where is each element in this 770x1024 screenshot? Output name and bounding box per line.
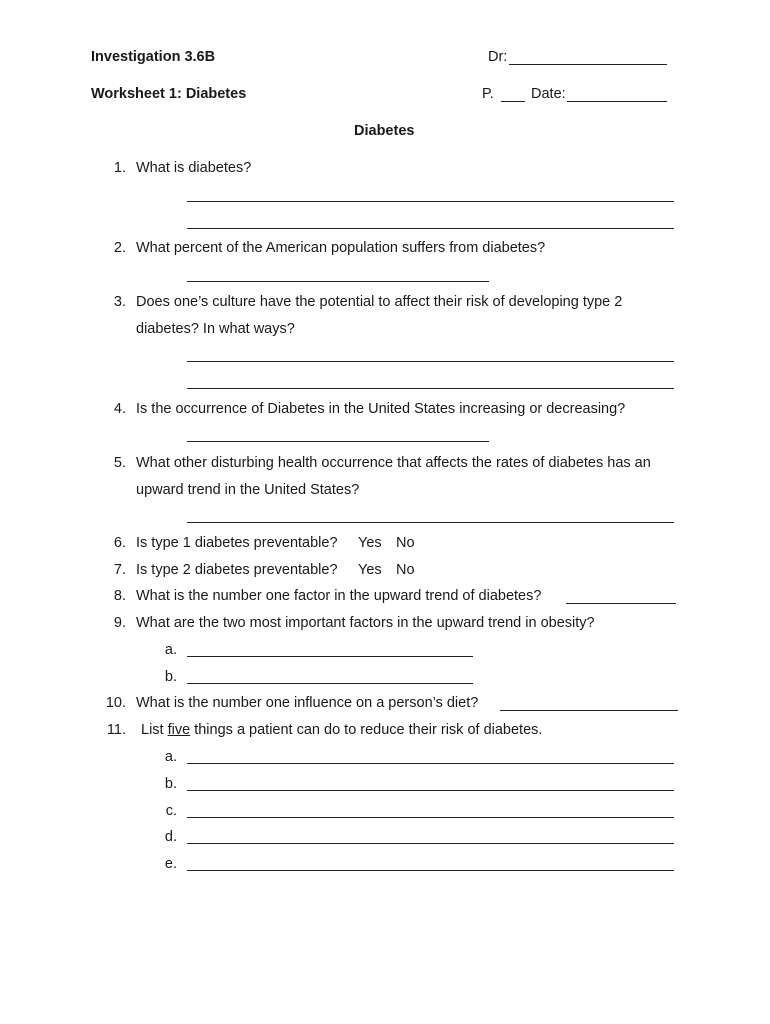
question-text: Is the occurrence of Diabetes in the United States increasing or decreasing? (136, 401, 626, 417)
answer-line[interactable] (187, 790, 674, 791)
question-number: 1. (113, 160, 126, 176)
doctor-label: Dr: (488, 49, 508, 65)
sub-item-label: b. (164, 669, 177, 685)
period-label: P. (482, 86, 494, 102)
question-text-start: List (141, 722, 164, 738)
question-text: What percent of the American population suffers from diabetes? (136, 240, 546, 256)
answer-line[interactable] (187, 361, 674, 362)
yes-option[interactable]: Yes (358, 535, 382, 551)
answer-line[interactable] (187, 281, 489, 282)
question-number: 11. (106, 722, 126, 738)
question-number: 7. (113, 562, 126, 578)
answer-line[interactable] (566, 603, 676, 604)
worksheet-subtitle: Worksheet 1: Diabetes (91, 86, 247, 102)
question-text: What other disturbing health occurrence that affects the rates of diabetes has an (136, 455, 651, 471)
sub-item-label: e. (164, 856, 177, 872)
answer-line[interactable] (500, 710, 678, 711)
sub-item-label: a. (164, 642, 177, 658)
question-number: 3. (113, 294, 126, 310)
answer-line[interactable] (187, 388, 674, 389)
yes-option[interactable]: Yes (358, 562, 382, 578)
question-text-end: things a patient can do to reduce their risk of diabetes. (194, 722, 543, 738)
question-text: Is type 1 diabetes preventable? (136, 535, 338, 551)
answer-line[interactable] (187, 441, 489, 442)
date-field[interactable] (567, 101, 667, 102)
worksheet-title: Investigation 3.6B (91, 49, 216, 65)
date-label: Date: (531, 86, 566, 102)
answer-line[interactable] (187, 656, 473, 657)
question-number: 2. (113, 240, 126, 256)
question-text-continued: upward trend in the United States? (136, 482, 360, 498)
question-number: 5. (113, 455, 126, 471)
question-text: What is the number one factor in the upward trend of diabetes? (136, 588, 542, 604)
answer-line[interactable] (187, 843, 674, 844)
question-text (141, 723, 542, 738)
question-number: 4. (113, 401, 126, 417)
answer-line[interactable] (187, 763, 674, 764)
answer-line[interactable] (187, 817, 674, 818)
answer-line[interactable] (187, 228, 674, 229)
sub-item-label: c. (165, 803, 177, 819)
question-number: 9. (113, 615, 126, 631)
question-text: What is diabetes? (136, 160, 252, 176)
sub-item-label: a. (164, 749, 177, 765)
period-field[interactable] (501, 101, 525, 102)
doctor-field[interactable] (509, 64, 667, 65)
question-number: 8. (113, 588, 126, 604)
question-text-continued: diabetes? In what ways? (136, 321, 295, 337)
question-text: Is type 2 diabetes preventable? (136, 562, 338, 578)
question-text: What is the number one influence on a person’s diet? (136, 695, 479, 711)
no-option[interactable]: No (396, 562, 415, 578)
question-number: 10. (105, 695, 126, 711)
answer-line[interactable] (187, 870, 674, 871)
question-text: Does one’s culture have the potential to affect their risk of developing type 2 (136, 294, 623, 310)
page-title: Diabetes (354, 123, 415, 139)
answer-line[interactable] (187, 683, 473, 684)
answer-line[interactable] (187, 201, 674, 202)
answer-line[interactable] (187, 522, 674, 523)
question-text: What are the two most important factors in the upward trend in obesity? (136, 615, 595, 631)
sub-item-label: b. (164, 776, 177, 792)
sub-item-label: d. (164, 829, 177, 845)
no-option[interactable]: No (396, 535, 415, 551)
question-number: 6. (113, 535, 126, 551)
emphasized-word: five (167, 722, 191, 738)
